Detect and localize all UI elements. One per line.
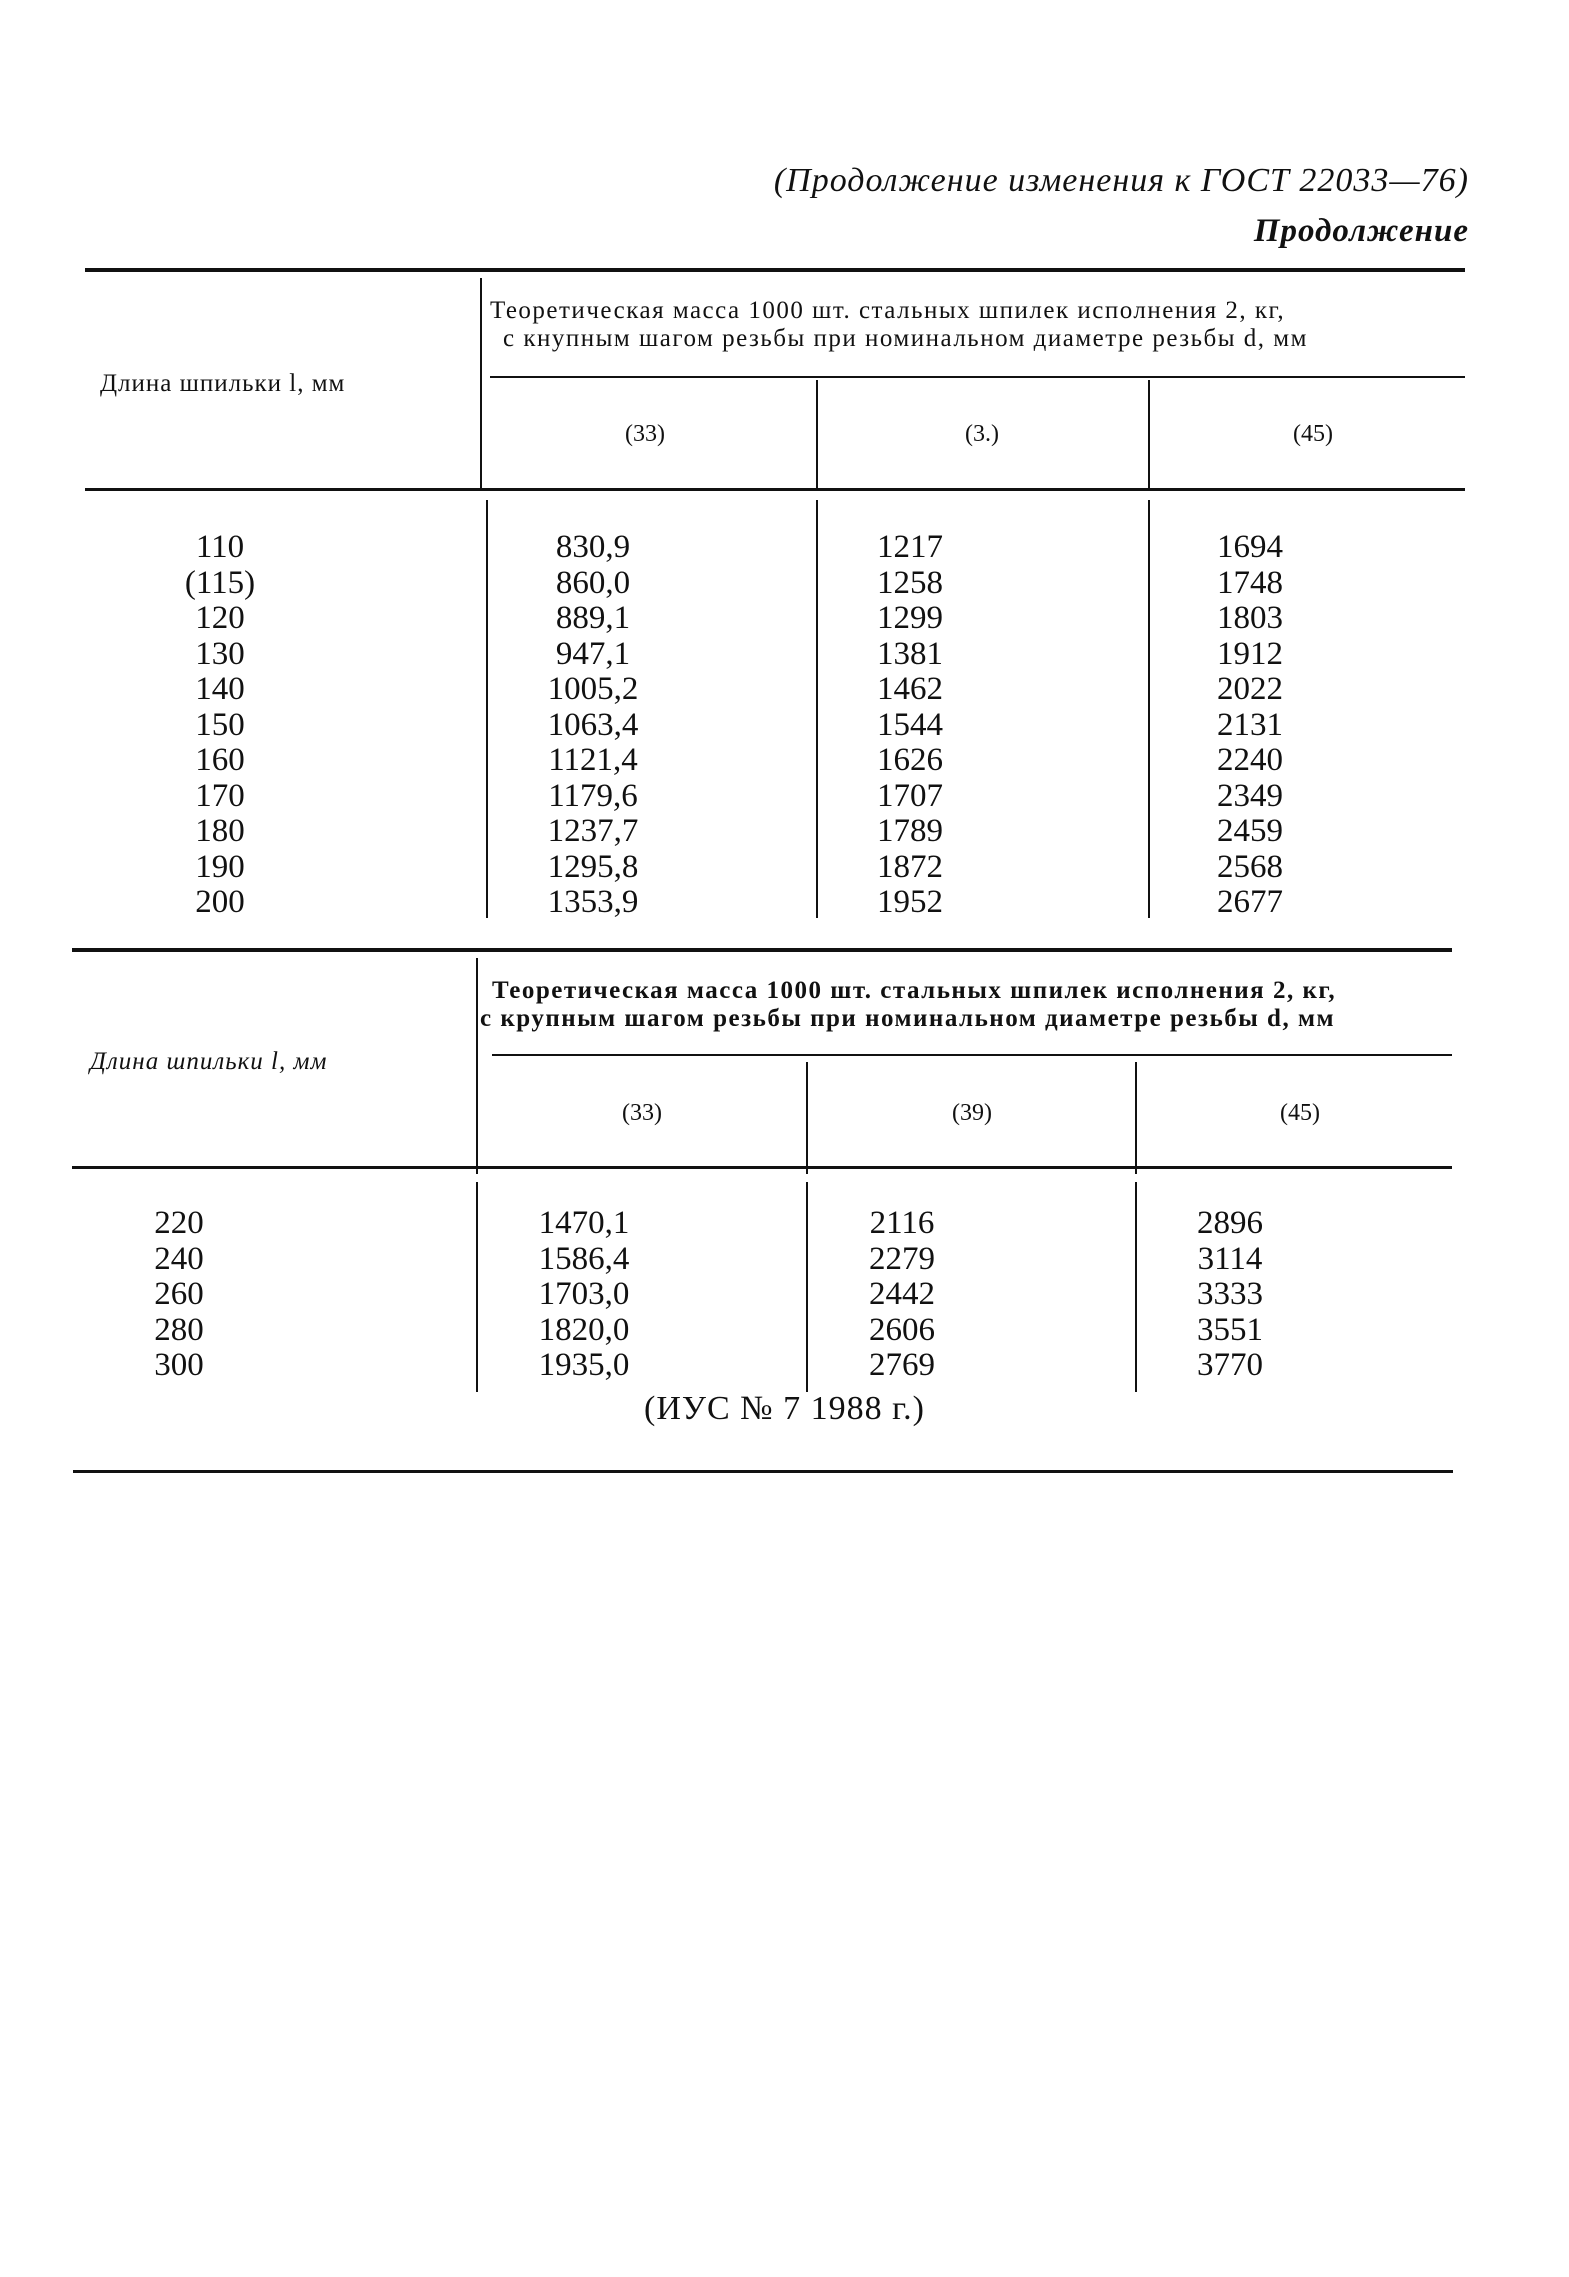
table-cell: 1179,6 [548,777,638,814]
row-header-length: Длина шпильки l, мм [90,1048,328,1075]
table-cell: 1217 [877,529,943,565]
table-cell: 220 [154,1205,204,1241]
table-cell: 1694 [1217,529,1283,565]
table-caption-line-1: Теоретическая масса 1000 шт. стальных шпилек исполнения 2, кг, [492,977,1337,1004]
table-cell: 140 [195,671,245,707]
column-divider [806,1062,808,1174]
table-cell: 1626 [877,742,943,778]
table-cell: 190 [195,848,245,885]
table-cell: 1258 [877,564,943,601]
table-cell: 160 [195,742,245,778]
table-cell: 1952 [877,884,943,920]
column-divider [480,278,482,488]
table-cell: 110 [195,529,245,565]
table-cell: 1237,7 [547,813,639,849]
column-divider [806,1182,808,1392]
table-cell: 3551 [1197,1311,1263,1348]
table-cell: 1789 [877,813,943,849]
table-cell: 2131 [1217,706,1283,743]
column-divider [476,1182,478,1392]
column-divider [1135,1062,1137,1174]
table-cell: 200 [195,884,245,920]
table-cell: 1381 [877,635,943,672]
table-cell: 830,9 [555,529,631,565]
header-bottom-rule [72,1166,1452,1169]
table-cell: 1748 [1217,564,1283,601]
mass-table-1 [85,268,1465,928]
table-cell: 1299 [877,600,943,636]
row-header-length: Длина шпильки l, мм [100,370,346,397]
column-header-diameter: (3.) [965,421,999,447]
column-divider [476,958,478,1174]
table-cell: 1872 [877,848,943,885]
table-cell: 1586,4 [538,1240,630,1277]
running-head: (Продолжение изменения к ГОСТ 22033—76) [773,162,1469,199]
continuation-label: Продолжение [1253,213,1469,249]
table-cell: 2568 [1217,848,1283,885]
column-divider [1148,380,1150,488]
mass-table-2 [72,948,1452,1388]
column-header-diameter: (39) [952,1100,992,1126]
table-cell: 2769 [869,1347,935,1383]
caption-rule [492,1054,1452,1056]
table-cell: 120 [195,600,245,636]
table-cell: 2279 [869,1240,935,1277]
table-cell: 889,1 [555,600,631,636]
caption-rule [490,376,1465,378]
table-cell: 1935,0 [538,1347,630,1383]
column-header-diameter: (45) [1280,1100,1320,1126]
table-cell: 2442 [869,1276,935,1312]
table-cell: 1470,1 [538,1205,630,1241]
table-cell: 180 [195,813,245,849]
table-cell: 1295,8 [547,848,639,885]
table-cell: (115) [184,564,256,601]
header-bottom-rule [85,488,1465,491]
table-cell: 1707 [877,777,943,814]
table-cell: 3333 [1197,1276,1263,1312]
column-header-diameter: (33) [622,1100,662,1126]
table-cell: 1544 [877,706,943,743]
table-cell: 170 [195,777,245,814]
table-cell: 1353,9 [547,884,639,920]
table-cell: 2896 [1197,1205,1263,1241]
table-cell: 1005,2 [547,671,639,707]
table-cell: 260 [154,1276,204,1312]
table-cell: 150 [195,706,245,743]
table-cell: 860,0 [555,564,631,601]
table-caption-line-1: Теоретическая масса 1000 шт. стальных шпилек исполнения 2, кг, [490,297,1286,324]
table-cell: 947,1 [555,635,631,672]
column-divider [816,500,818,918]
table-cell: 2349 [1217,777,1283,814]
table-cell: 1121,4 [548,742,638,778]
table-caption-line-2: с крупным шагом резьбы при номинальном диаметре резьбы d, мм [480,1005,1336,1032]
table-cell: 280 [154,1311,204,1348]
table-cell: 2022 [1217,671,1283,707]
table-cell: 240 [154,1240,204,1277]
column-header-diameter: (45) [1293,421,1333,447]
bottom-rule [73,1470,1453,1473]
column-divider [1135,1182,1137,1392]
table-cell: 3114 [1197,1240,1263,1277]
table-cell: 2677 [1217,884,1283,920]
table-cell: 2116 [869,1205,935,1241]
table-caption-line-2: с кнупным шагом резьбы при номинальном диаметре резьбы d, мм [503,325,1308,352]
table-cell: 2606 [869,1311,935,1348]
column-divider [1148,500,1150,918]
table-cell: 1912 [1217,635,1283,672]
amendment-reference: (ИУС № 7 1988 г.) [644,1390,925,1427]
table-top-rule [72,948,1452,952]
table-cell: 1703,0 [538,1276,630,1312]
table-cell: 300 [154,1347,204,1383]
table-top-rule [85,268,1465,272]
column-header-diameter: (33) [625,421,665,447]
table-cell: 2459 [1217,813,1283,849]
table-cell: 1803 [1217,600,1283,636]
table-cell: 3770 [1197,1347,1263,1383]
column-divider [816,380,818,488]
column-divider [486,500,488,918]
table-cell: 1820,0 [538,1311,630,1348]
table-cell: 1462 [877,671,943,707]
table-cell: 2240 [1217,742,1283,778]
table-cell: 130 [195,635,245,672]
table-cell: 1063,4 [547,706,639,743]
